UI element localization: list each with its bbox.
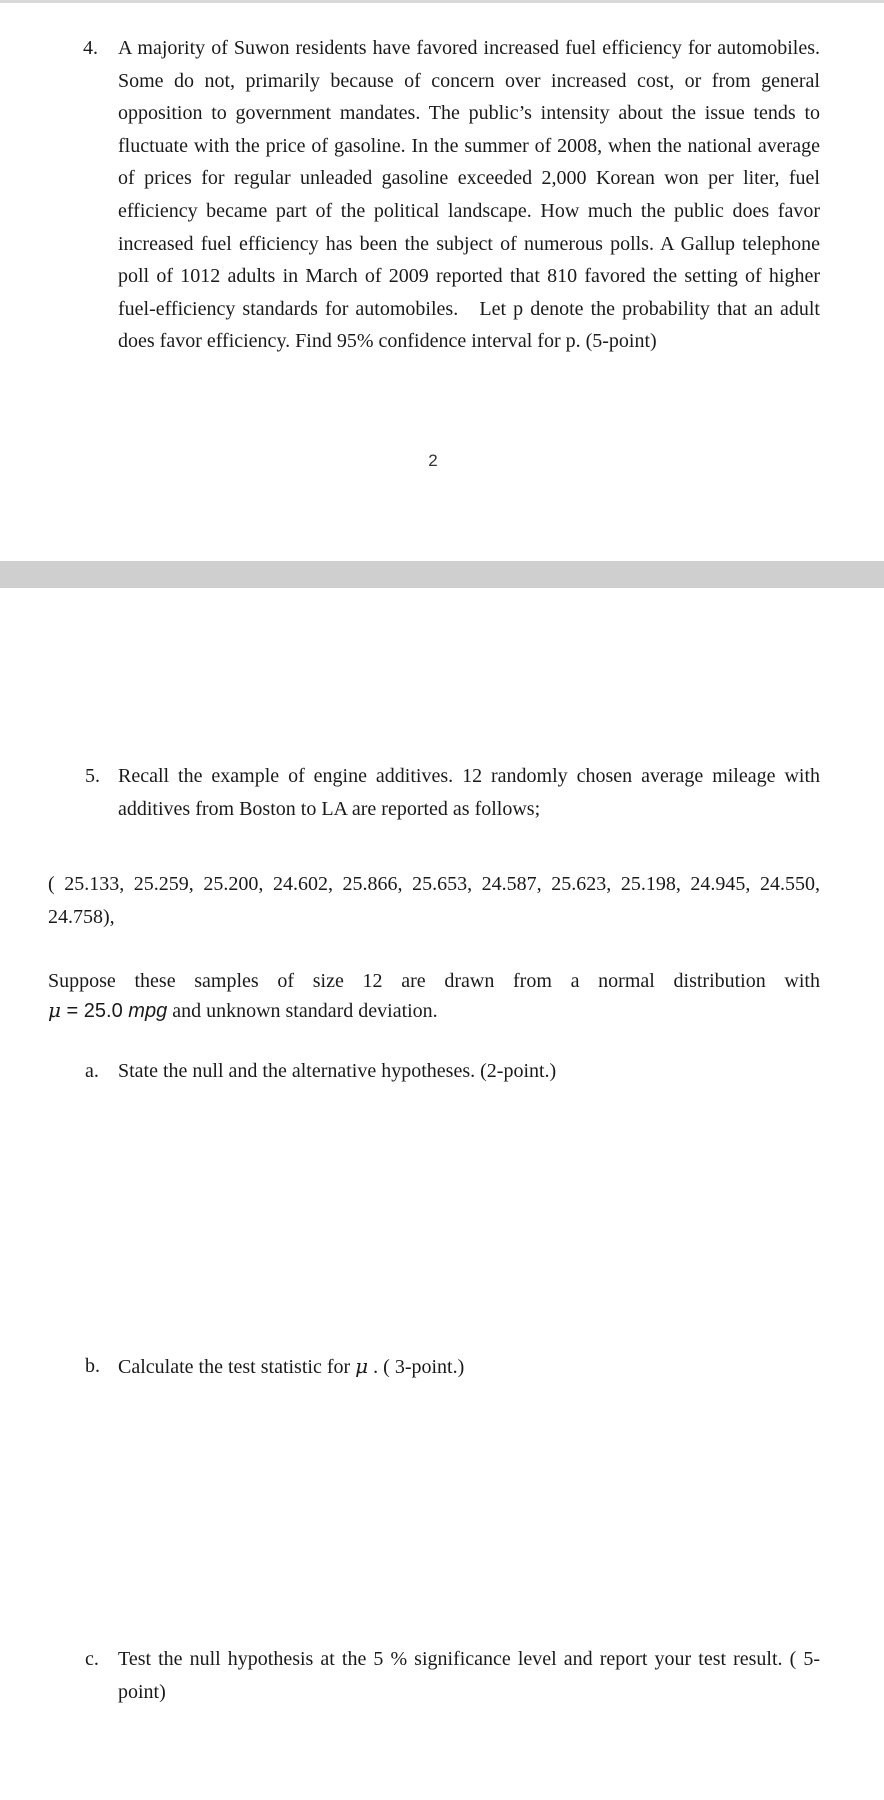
question-5-number: 5. — [85, 765, 100, 787]
page-number: 2 — [428, 451, 438, 470]
part-a-text: State the null and the alternative hypotheses. (2-point.) — [118, 1060, 557, 1082]
part-b-text — [118, 1350, 820, 1384]
mu-value: = 25.0 — [61, 1000, 129, 1022]
page-separator — [0, 561, 884, 588]
part-b-mu-symbol: μ — [355, 1354, 369, 1378]
document-page-3 — [0, 588, 884, 1800]
question-5-assumption-line1: Suppose these samples of size 12 are drawn from a normal distribution with — [48, 970, 820, 992]
part-a-label: a. — [85, 1060, 99, 1082]
mu-unit: mpg — [128, 1000, 168, 1022]
question-5-data-list: ( 25.133, 25.259, 25.200, 24.602, 25.866, 25.653, 24.587, 25.623, 25.198, 24.945, 24.550, 24.758), — [48, 873, 820, 928]
part-b-text-post: . ( 3-point.) — [368, 1356, 465, 1378]
part-c-text: Test the null hypothesis at the 5 % significance level and report your test result. ( 5-point) — [118, 1648, 820, 1703]
part-c-label: c. — [85, 1648, 99, 1670]
question-5-assumption-line2 — [48, 994, 820, 1028]
question-4-number: 4. — [83, 37, 98, 59]
question-5-text: Recall the example of engine additives. 12 randomly chosen average mileage with additives from Boston to LA are reported as follows; — [118, 765, 820, 820]
assumption-tail: and unknown standard deviation. — [167, 1000, 438, 1022]
question-4-text: A majority of Suwon residents have favored increased fuel efficiency for automobiles. Some do not, primarily because of concern over increased cost, or from general opposition to government mandates. The public’s intensity about the issue tends to fluctuate with the price of gasoline. In the summer of 2008, when the national average of prices for regular unleaded gasoline exceeded 2,000 Korean won per liter, fuel efficiency became part of the political landscape. How much the public does favor increased fuel efficiency has been the subject of numerous polls. A Gallup telephone poll of 1012 adults in March of 2009 reported that 810 favored the setting of higher fuel-efficiency standards for automobiles. Let p denote the probability that an adult does favor efficiency. Find 95% confidence interval for p. (5-point) — [118, 37, 820, 353]
mu-symbol: μ — [48, 998, 61, 1022]
part-b-label: b. — [85, 1355, 100, 1377]
document-page-2 — [0, 3, 884, 561]
part-b-text-pre: Calculate the test statistic for — [118, 1356, 356, 1378]
